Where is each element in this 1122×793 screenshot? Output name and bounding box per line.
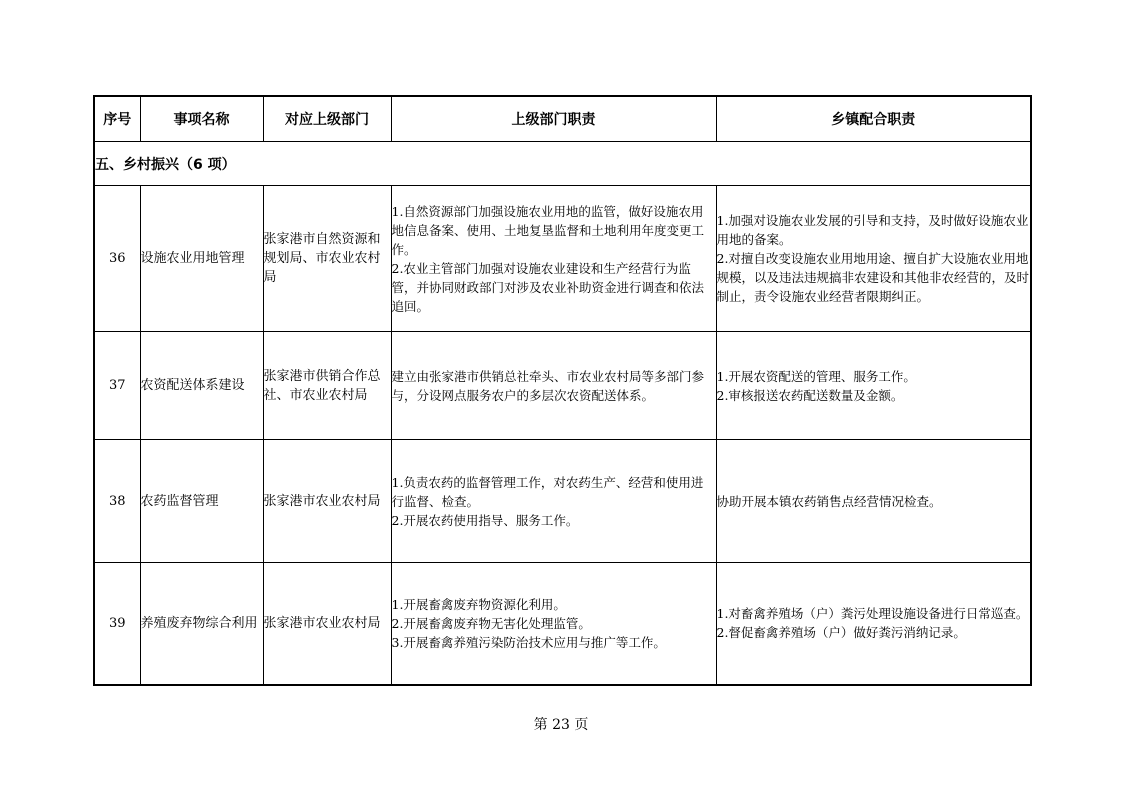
item-name: 农药监督管理 [140, 440, 263, 563]
upper-duty [391, 332, 716, 440]
table-row [94, 440, 1031, 563]
upper-duty-line: 1.自然资源部门加强设施农业用地的监管，做好设施农用地信息备案、使用、土地复垦监督和土地利用年度变更工作。 [391, 203, 705, 257]
row-number: 37 [94, 332, 140, 440]
item-dept: 张家港市农业农村局 [263, 563, 391, 685]
item-dept: 张家港市供销合作总社、市农业农村局 [263, 332, 391, 440]
table-row [94, 186, 1031, 332]
header-dept: 对应上级部门 [263, 96, 391, 142]
town-duty-line: 1.对畜禽养殖场（户）粪污处理设施设备进行日常巡查。 [716, 606, 1029, 622]
header-upper-duty: 上级部门职责 [391, 96, 716, 142]
header-town-duty: 乡镇配合职责 [716, 96, 1031, 142]
upper-duty-line: 2.农业主管部门加强对设施农业建设和生产经营行为监管，并协同财政部门对涉及农业补助资金进行调查和依法追回。 [391, 260, 705, 314]
town-duty [716, 563, 1031, 685]
upper-duty-line: 3.开展畜禽养殖污染防治技术应用与推广等工作。 [391, 634, 666, 650]
row-number: 39 [94, 563, 140, 685]
header-no: 序号 [94, 96, 140, 142]
town-duty-line: 1.加强对设施农业发展的引导和支持，及时做好设施农业用地的备案。 [716, 213, 1029, 247]
town-duty [716, 440, 1031, 563]
section-title: 五、乡村振兴（6 项） [94, 142, 1031, 186]
item-name: 设施农业用地管理 [140, 186, 263, 332]
item-name: 养殖废弃物综合利用 [140, 563, 263, 685]
table-row [94, 563, 1031, 685]
town-duty-line: 1.开展农资配送的管理、服务工作。 [716, 368, 916, 384]
table-row [94, 332, 1031, 440]
town-duty-line: 2.对擅自改变设施农业用地用途、擅自扩大设施农业用地规模，以及违法违规搞非农建设和其他非农经营的，及时制止，责令设施农业经营者限期纠正。 [716, 251, 1030, 304]
header-name: 事项名称 [140, 96, 263, 142]
upper-duty-line: 2.开展畜禽废弃物无害化处理监管。 [391, 615, 591, 631]
duty-table [93, 95, 1032, 686]
row-number: 36 [94, 186, 140, 332]
item-dept: 张家港市自然资源和规划局、市农业农村局 [263, 186, 391, 332]
item-name: 农资配送体系建设 [140, 332, 263, 440]
upper-duty [391, 563, 716, 685]
upper-duty-line: 1.负责农药的监督管理工作，对农药生产、经营和使用进行监督、检查。 [391, 474, 704, 509]
upper-duty [391, 186, 716, 332]
upper-duty-line: 2.开展农药使用指导、服务工作。 [391, 512, 579, 528]
header-row [94, 96, 1031, 142]
upper-duty-line: 建立由张家港市供销总社牵头、市农业农村局等多部门参与，分设网点服务农户的多层次农资配送体系。 [391, 368, 705, 403]
upper-duty [391, 440, 716, 563]
town-duty-line: 2.审核报送农药配送数量及金额。 [716, 387, 904, 403]
town-duty-line: 协助开展本镇农药销售点经营情况检查。 [716, 493, 942, 509]
upper-duty-line: 1.开展畜禽废弃物资源化利用。 [391, 596, 566, 612]
town-duty [716, 186, 1031, 332]
item-dept: 张家港市农业农村局 [263, 440, 391, 563]
town-duty-line: 2.督促畜禽养殖场（户）做好粪污消纳记录。 [716, 625, 966, 641]
row-number: 38 [94, 440, 140, 563]
town-duty [716, 332, 1031, 440]
section-row [94, 142, 1031, 186]
page-number: 第 23 页 [533, 717, 589, 733]
